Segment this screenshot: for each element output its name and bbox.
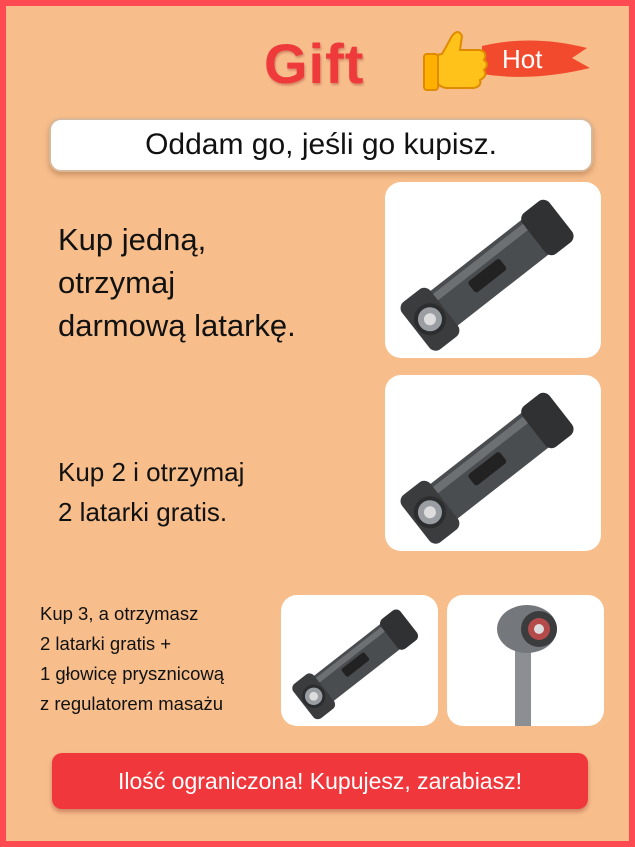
flashlight-card [385, 375, 601, 551]
offer-1-line: darmową latarkę. [58, 308, 296, 343]
offer-3-text [40, 599, 224, 719]
hot-label: Hot [502, 44, 543, 74]
offer-1-text [58, 218, 296, 347]
limited-offer-banner: Ilość ograniczona! Kupujesz, zarabiasz! [52, 753, 588, 809]
hot-badge [422, 24, 592, 96]
flashlight-card [385, 182, 601, 358]
shower-head-icon [447, 595, 604, 726]
shower-head-card [447, 595, 604, 726]
flashlight-card [281, 595, 438, 726]
gift-title: Gift [264, 32, 365, 95]
offer-3-line: 2 latarki gratis + [40, 633, 172, 654]
offer-3-line: Kup 3, a otrzymasz [40, 603, 199, 624]
headline-banner: Oddam go, jeśli go kupisz. [49, 118, 593, 172]
offer-3-line: 1 głowicę prysznicową [40, 663, 225, 684]
offer-2-line: 2 latarki gratis. [58, 497, 228, 527]
offer-2-text [58, 452, 244, 532]
offer-1-line: Kup jedną, [58, 222, 207, 257]
flashlight-icon [385, 375, 601, 551]
offer-1-line: otrzymaj [58, 265, 176, 300]
offer-2-line: Kup 2 i otrzymaj [58, 457, 245, 487]
flashlight-icon [281, 595, 438, 726]
offer-3-line: z regulatorem masażu [40, 693, 224, 714]
flashlight-icon [385, 182, 601, 358]
